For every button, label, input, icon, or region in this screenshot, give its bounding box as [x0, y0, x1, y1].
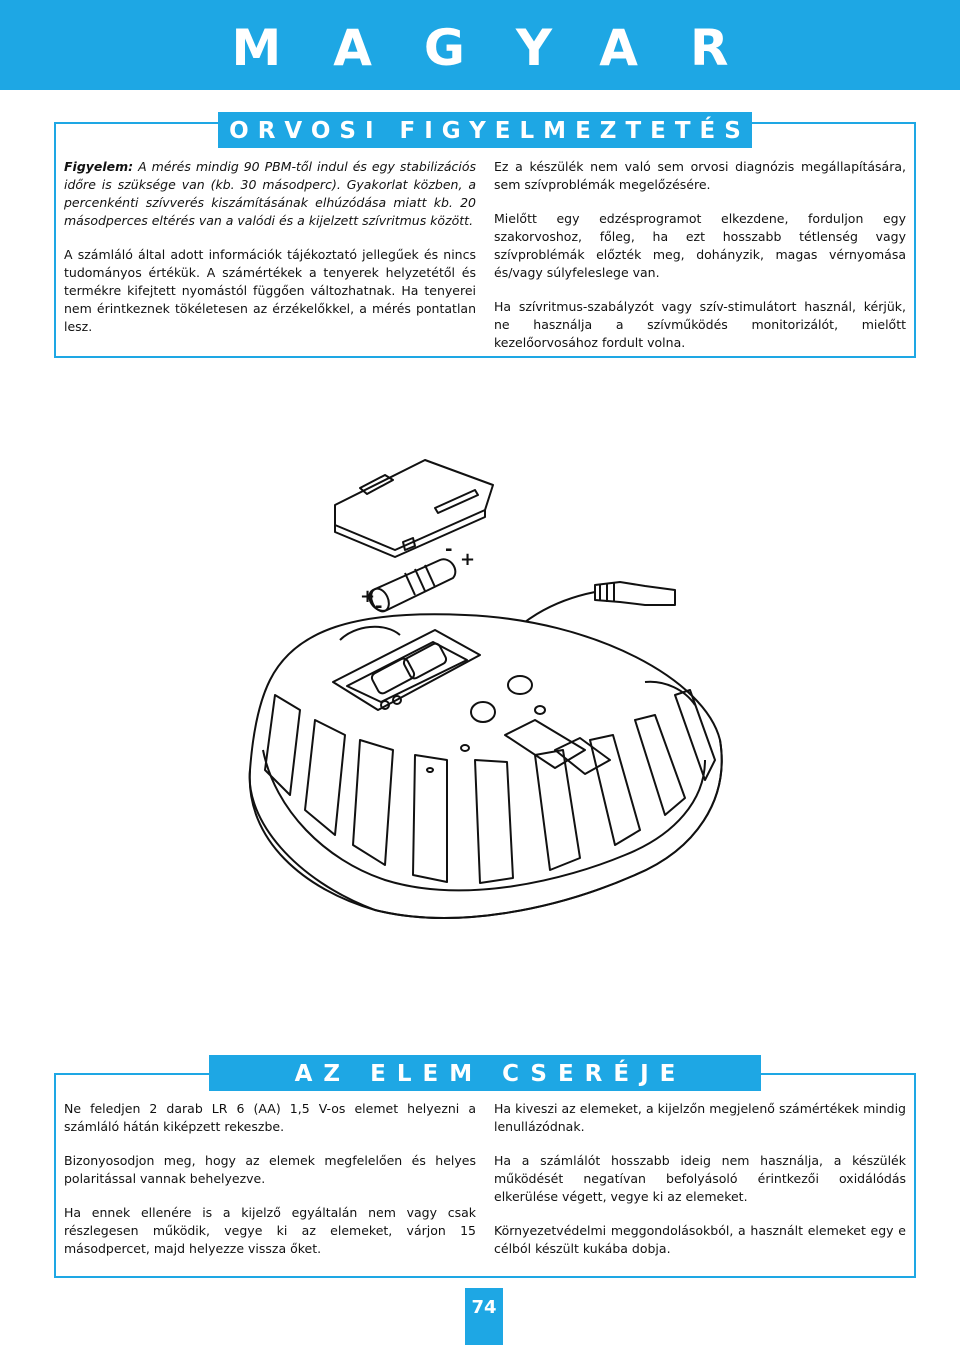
battery-right-p1: Ha kiveszi az elemeket, a kijelzőn megjelenő számértékek mindig lenullázódnak. — [494, 1101, 906, 1134]
battery-cover — [335, 460, 493, 557]
battery-left-p2: Bizonyosodjon meg, hogy az elemek megfelelően és helyes polaritással vannak behelyezve. — [64, 1153, 476, 1186]
medical-warning-title: ORVOSI FIGYELMEZTETÉS — [218, 112, 752, 148]
battery-right-p2: Ha a számlálót hosszabb ideig nem használja, a készülék működését negatívan befolyásoló érintkezői oxidálódás elkerülése végett, vegye ki az elemeket. — [494, 1153, 906, 1204]
battery-left-column — [64, 1100, 476, 1274]
warning-right-p2: Mielőtt egy edzésprogramot elkezdene, forduljon egy szakorvoshoz, főleg, ha ezt hosszabb tétlenség vagy szívproblémák előzték meg, dohányzik, magas vérnyomása és/vagy súlyfeleslege van. — [494, 211, 906, 280]
polarity-minus-bottom: - — [375, 596, 383, 617]
polarity-plus-bottom: + — [360, 586, 376, 607]
polarity-plus-top: + — [460, 549, 476, 570]
battery-left-p1: Ne feledjen 2 darab LR 6 (AA) 1,5 V-os elemet helyezni a számláló hátán kiképzett rekeszbe. — [64, 1101, 476, 1134]
battery-replacement-title: AZ ELEM CSERÉJE — [209, 1055, 761, 1091]
warning-right-column — [494, 158, 906, 368]
warning-note — [64, 158, 476, 230]
warning-right-p1: Ez a készülék nem való sem orvosi diagnózis megállapítására, sem szívproblémák megelőzésére. — [494, 159, 906, 192]
battery-left-p3: Ha ennek ellenére is a kijelző egyáltalán nem vagy csak részlegesen működik, vegye ki az elemeket, várjon 15 másodpercet, majd helyezze vissza őket. — [64, 1205, 476, 1256]
warning-note-text: A mérés mindig 90 PBM-től indul és egy stabilizációs időre is szüksége van (kb. 30 másodperc). Gyakorlat közben, a percenkénti szívverés kiszámításának elhúzódása miatt kb. 20 másodperces eltérés van a valódi és a kijelzett szívritmus között. — [64, 159, 476, 228]
warning-left-column — [64, 158, 476, 352]
warning-info-paragraph: A számláló által adott információk tájékoztató jellegűek és nincs tudományos értékük. A számértékek a tenyerek helyzetétől és termékre kifejtett nyomástól függően változhatnak. Ha tenyerei nem érintkeznek tökéletesen az érzékelőkkel, a mérés pontatlan lesz. — [64, 247, 476, 334]
battery-right-p3: Környezetvédelmi meggondolásokból, a használt elemeket egy e célból készült kukába dobja. — [494, 1223, 906, 1256]
warning-right-p3: Ha szívritmus-szabályzót vagy szív-stimulátort használ, kérjük, ne használja a szívműködés monitorizálót, mielőtt kezelőorvosához fordult volna. — [494, 299, 906, 350]
polarity-minus-top: - — [445, 539, 453, 560]
battery-compartment-illustration — [235, 450, 735, 960]
language-header: MAGYAR — [0, 0, 960, 90]
device-body — [250, 614, 722, 918]
page-number: 74 — [465, 1288, 503, 1345]
warning-note-lead: Figyelem: — [64, 159, 134, 174]
battery-right-column — [494, 1100, 906, 1274]
